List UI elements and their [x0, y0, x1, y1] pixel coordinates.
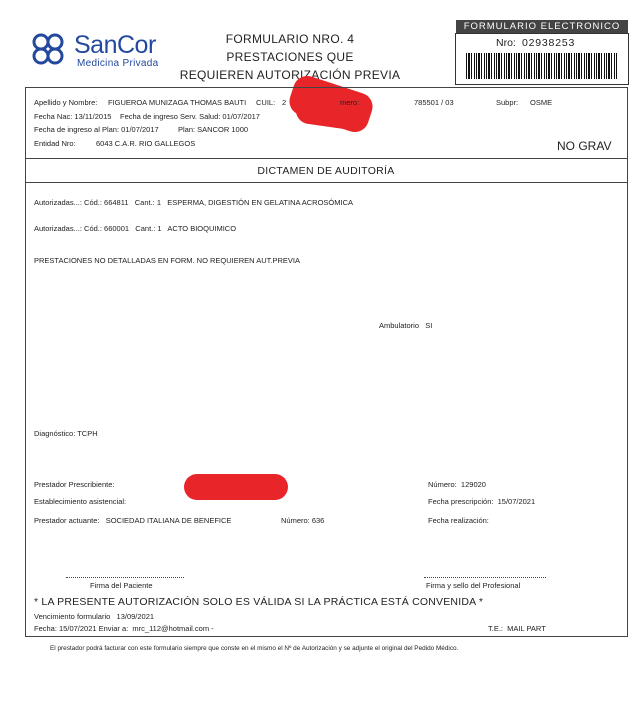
patient-name-value: FIGUEROA MUNIZAGA THOMAS BAUTI: [108, 98, 247, 107]
barcode: [466, 53, 618, 79]
diagnosis: Diagnóstico: TCPH: [34, 429, 98, 438]
affiliate-number-label: mero:: [340, 98, 360, 107]
realization-date: Fecha realización:: [428, 516, 489, 525]
professional-signature-label: Firma y sello del Profesional: [426, 581, 521, 590]
subpr-value: OSME: [530, 98, 553, 107]
form-title-line-2: PRESTACIONES QUE: [226, 50, 354, 64]
send-info: Fecha: 15/07/2021 Enviar a: mrc_112@hotmail.com -: [34, 624, 214, 633]
acting-provider-number: Número: 636: [281, 516, 325, 525]
birth-date: Fecha Nac: 13/11/2015: [34, 112, 112, 121]
authorized-item-1: Autorizadas...: Cód.: 664811 Cant.: 1 ESPERMA, DIGESTIÓN EN GELATINA ACROSÓMICA: [34, 198, 354, 207]
plan-name: Plan: SANCOR 1000: [178, 125, 249, 134]
sancor-logo: [28, 30, 68, 70]
form-title-line-3: REQUIEREN AUTORIZACIÓN PREVIA: [179, 68, 401, 82]
te-info: T.E.: MAIL PART: [488, 624, 546, 633]
entity-value: 6043 C.A.R. RIO GALLEGOS: [96, 139, 196, 148]
prescription-date: Fecha prescripción: 15/07/2021: [428, 497, 536, 506]
electronic-form-banner: FORMULARIO ELECTRONICO: [456, 20, 628, 33]
facility-label: Establecimiento asistencial:: [34, 497, 127, 506]
patient-signature-line: [66, 577, 184, 578]
subpr-label: Subpr:: [496, 98, 519, 107]
audit-note: PRESTACIONES NO DETALLADAS EN FORM. NO REQUIEREN AUT.PREVIA: [34, 256, 301, 265]
authorized-item-2: Autorizadas...: Cód.: 660001 Cant.: 1 ACTO BIOQUIMICO: [34, 224, 237, 233]
audit-title: DICTAMEN DE AUDITORÍA: [257, 165, 395, 177]
patient-signature-label: Firma del Paciente: [90, 581, 153, 590]
form-number-box: [455, 33, 629, 85]
section-divider-1: [25, 158, 627, 159]
prescribing-provider-label: Prestador Prescribiente:: [34, 480, 115, 489]
section-divider-2: [25, 182, 627, 183]
cuil-label: CUIL:: [256, 98, 276, 107]
validity-notice: * LA PRESENTE AUTORIZACIÓN SOLO ES VÁLIDA SI LA PRÁCTICA ESTÁ CONVENIDA *: [34, 596, 484, 608]
prescription-number: Número: 129020: [428, 480, 486, 489]
affiliate-number-value: 785501 / 03: [414, 98, 454, 107]
billing-note: El prestador podrá facturar con este formulario siempre que conste en el mismo el Nº de Autorización y se adjunte el original del Pedido Médico.: [50, 645, 459, 652]
health-service-entry-date: Fecha de ingreso Serv. Salud: 01/07/2017: [120, 112, 260, 121]
form-expiry: Vencimiento formulario 13/09/2021: [34, 612, 155, 621]
no-grav-flag: NO GRAV: [557, 139, 612, 153]
acting-provider: Prestador actuante: SOCIEDAD ITALIANA DE BENEFICE: [34, 516, 232, 525]
form-number-value: 02938253: [522, 37, 576, 49]
entity-label: Entidad Nro:: [34, 139, 76, 148]
patient-name-label: Apellido y Nombre:: [34, 98, 98, 107]
logo-name: SanCor: [74, 31, 156, 59]
plan-entry-date: Fecha de ingreso al Plan: 01/07/2017: [34, 125, 159, 134]
ambulatorio-flag: Ambulatorio SI: [379, 321, 433, 330]
professional-signature-line: [424, 577, 546, 578]
form-title-line-1: FORMULARIO NRO. 4: [225, 32, 355, 46]
redaction-mark-provider: [184, 474, 288, 500]
logo-subtitle: Medicina Privada: [77, 58, 159, 69]
form-number-label: Nro:: [496, 37, 516, 49]
cuil-partial: 2: [282, 98, 287, 107]
sancor-logo-icon: [28, 30, 68, 70]
